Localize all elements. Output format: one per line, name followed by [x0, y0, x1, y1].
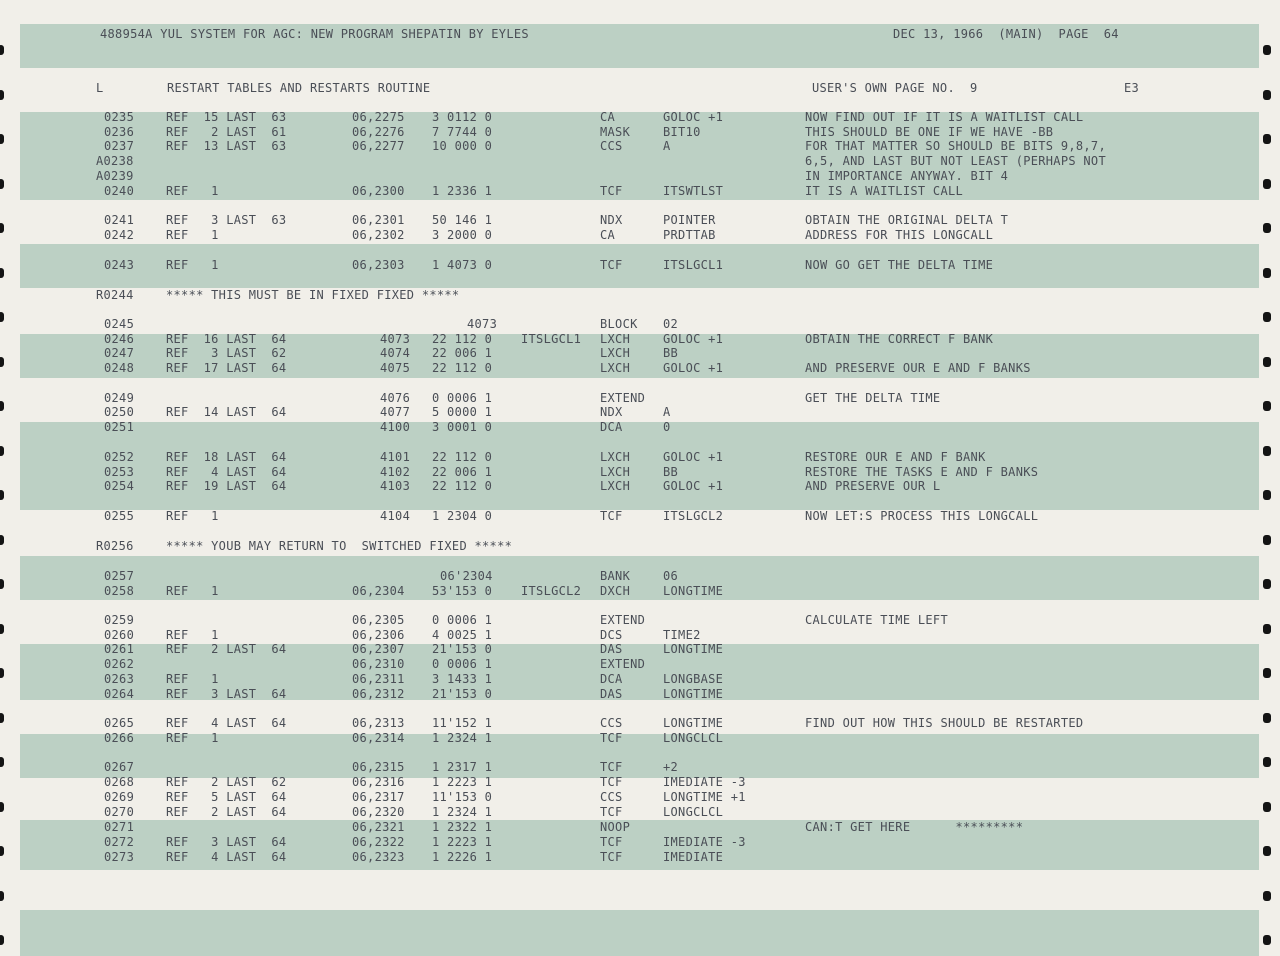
feed-hole: [1263, 268, 1271, 278]
word-field: 3 1433 1: [432, 672, 493, 686]
comment-field: OBTAIN THE CORRECT F BANK: [805, 332, 994, 346]
feed-hole: [0, 45, 4, 55]
line-number: 0251: [104, 420, 135, 434]
address-field: 06,2304: [352, 584, 405, 598]
opcode-field: NDX: [600, 213, 623, 227]
address-field: 06,2316: [352, 775, 405, 789]
opcode-field: DXCH: [600, 584, 631, 598]
comment-field: NOW GO GET THE DELTA TIME: [805, 258, 994, 272]
line-number: 0263: [104, 672, 135, 686]
address-field: 06,2303: [352, 258, 405, 272]
opcode-field: LXCH: [600, 361, 631, 375]
line-number: 0235: [104, 110, 135, 124]
word-field: 1 2324 1: [432, 731, 493, 745]
operand-field: LONGTIME: [663, 687, 724, 701]
line-number: 0273: [104, 850, 135, 864]
ref-field: REF 2 LAST 64: [166, 642, 287, 656]
address-field: 06,2301: [352, 213, 405, 227]
line-number: 0253: [104, 465, 135, 479]
line-number: 0272: [104, 835, 135, 849]
comment-field: 6,5, AND LAST BUT NOT LEAST (PERHAPS NOT: [805, 154, 1106, 168]
opcode-field: NOOP: [600, 820, 631, 834]
word-field: 22 112 0: [432, 332, 493, 346]
opcode-field: CA: [600, 228, 616, 242]
address-field: 06,2302: [352, 228, 405, 242]
ref-field: REF 18 LAST 64: [166, 450, 287, 464]
word-field: 22 112 0: [432, 361, 493, 375]
ref-field: REF 4 LAST 64: [166, 465, 287, 479]
comment-field: CALCULATE TIME LEFT: [805, 613, 948, 627]
user-page-number: USER'S OWN PAGE NO. 9: [812, 81, 978, 95]
word-field: 21'153 0: [432, 687, 493, 701]
feed-hole: [0, 490, 4, 500]
operand-field: ITSLGCL1: [663, 258, 724, 272]
ref-field: REF 1: [166, 628, 219, 642]
comment-field: FIND OUT HOW THIS SHOULD BE RESTARTED: [805, 716, 1084, 730]
address-field: 06,2275: [352, 110, 405, 124]
address-field: 06,2315: [352, 760, 405, 774]
feed-hole: [1263, 446, 1271, 456]
operand-field: LONGTIME: [663, 584, 724, 598]
line-number: 0258: [104, 584, 135, 598]
feed-hole: [1263, 935, 1271, 945]
operand-field: IMEDIATE -3: [663, 835, 746, 849]
operand-field: LONGCLCL: [663, 731, 724, 745]
address-field: 4075: [380, 361, 411, 375]
opcode-field: DCS: [600, 628, 623, 642]
address-field: 06,2317: [352, 790, 405, 804]
word-field: 1 2226 1: [432, 850, 493, 864]
address-field: 06,2320: [352, 805, 405, 819]
operand-field: PRDTTAB: [663, 228, 716, 242]
operand-field: LONGTIME +1: [663, 790, 746, 804]
operand-field: POINTER: [663, 213, 716, 227]
ref-field: REF 16 LAST 64: [166, 332, 287, 346]
ref-field: REF 3 LAST 64: [166, 835, 287, 849]
word-field: 0 0006 1: [432, 613, 493, 627]
line-number: 0260: [104, 628, 135, 642]
line-number: 0252: [104, 450, 135, 464]
comment-field: RESTORE OUR E AND F BANK: [805, 450, 986, 464]
ref-field: REF 5 LAST 64: [166, 790, 287, 804]
line-number: 0247: [104, 346, 135, 360]
feed-hole: [1263, 757, 1271, 767]
line-number: 0259: [104, 613, 135, 627]
opcode-field: CCS: [600, 139, 623, 153]
ref-field: REF 19 LAST 64: [166, 479, 287, 493]
feed-hole: [0, 312, 4, 322]
feed-hole: [1263, 179, 1271, 189]
word-field: 3 2000 0: [432, 228, 493, 242]
opcode-field: LXCH: [600, 332, 631, 346]
line-number: 0236: [104, 125, 135, 139]
operand-field: GOLOC +1: [663, 450, 724, 464]
address-field: 4073: [380, 332, 411, 346]
address-field: 4100: [380, 420, 411, 434]
feed-hole: [0, 357, 4, 367]
word-field: 50 146 1: [432, 213, 493, 227]
operand-field: GOLOC +1: [663, 110, 724, 124]
operand-field: A: [663, 139, 671, 153]
ref-field: REF 3 LAST 62: [166, 346, 287, 360]
section-ref: E3: [1124, 81, 1140, 95]
word-field: 11'152 1: [432, 716, 493, 730]
word-field: 06'2304: [440, 569, 493, 583]
ref-field: REF 14 LAST 64: [166, 405, 287, 419]
ref-field: ***** THIS MUST BE IN FIXED FIXED *****: [166, 288, 460, 302]
operand-field: LONGTIME: [663, 716, 724, 730]
opcode-field: EXTEND: [600, 613, 646, 627]
opcode-field: MASK: [600, 125, 631, 139]
word-field: 22 006 1: [432, 465, 493, 479]
opcode-field: TCF: [600, 258, 623, 272]
line-number: R0244: [96, 288, 134, 302]
feed-hole: [0, 891, 4, 901]
feed-hole: [1263, 45, 1271, 55]
line-number: 0240: [104, 184, 135, 198]
feed-hole: [1263, 223, 1271, 233]
ref-field: REF 3 LAST 64: [166, 687, 287, 701]
word-field: 1 2317 1: [432, 760, 493, 774]
address-field: 4076: [380, 391, 411, 405]
line-number: 0241: [104, 213, 135, 227]
opcode-field: EXTEND: [600, 657, 646, 671]
ref-field: REF 2 LAST 61: [166, 125, 287, 139]
line-number: 0245: [104, 317, 135, 331]
operand-field: +2: [663, 760, 679, 774]
line-number: 0265: [104, 716, 135, 730]
operand-field: IMEDIATE -3: [663, 775, 746, 789]
line-number: 0266: [104, 731, 135, 745]
feed-hole: [1263, 624, 1271, 634]
word-field: 0 0006 1: [432, 657, 493, 671]
line-number: 0264: [104, 687, 135, 701]
ref-field: REF 1: [166, 672, 219, 686]
feed-hole: [0, 134, 4, 144]
header-title: 488954A YUL SYSTEM FOR AGC: NEW PROGRAM SHEPATIN BY EYLES: [100, 27, 529, 41]
feed-hole: [0, 713, 4, 723]
ref-field: REF 1: [166, 184, 219, 198]
comment-field: NOW LET:S PROCESS THIS LONGCALL: [805, 509, 1039, 523]
word-field: 10 000 0: [432, 139, 493, 153]
address-field: 06,2311: [352, 672, 405, 686]
word-field: 22 112 0: [432, 450, 493, 464]
operand-field: IMEDIATE: [663, 850, 724, 864]
feed-hole: [0, 401, 4, 411]
operand-field: ITSLGCL2: [663, 509, 724, 523]
ref-field: REF 4 LAST 64: [166, 850, 287, 864]
line-number: A0239: [96, 169, 134, 183]
operand-field: LONGTIME: [663, 642, 724, 656]
feed-hole: [1263, 90, 1271, 100]
line-number: 0255: [104, 509, 135, 523]
opcode-field: NDX: [600, 405, 623, 419]
address-field: 4101: [380, 450, 411, 464]
operand-field: 0: [663, 420, 671, 434]
operand-field: GOLOC +1: [663, 361, 724, 375]
opcode-field: TCF: [600, 731, 623, 745]
operand-field: 06: [663, 569, 679, 583]
word-field: 3 0001 0: [432, 420, 493, 434]
feed-hole: [1263, 357, 1271, 367]
opcode-field: TCF: [600, 184, 623, 198]
operand-field: BB: [663, 346, 679, 360]
line-number: 0261: [104, 642, 135, 656]
line-number: 0237: [104, 139, 135, 153]
green-bar: [20, 910, 1259, 956]
feed-hole: [0, 179, 4, 189]
feed-hole: [1263, 579, 1271, 589]
section-code: L: [96, 81, 104, 95]
opcode-field: TCF: [600, 850, 623, 864]
address-field: 06,2307: [352, 642, 405, 656]
feed-hole: [0, 223, 4, 233]
opcode-field: CCS: [600, 790, 623, 804]
operand-field: LONGBASE: [663, 672, 724, 686]
ref-field: REF 1: [166, 258, 219, 272]
word-field: 4073: [467, 317, 498, 331]
word-field: 21'153 0: [432, 642, 493, 656]
opcode-field: DAS: [600, 687, 623, 701]
line-number: 0262: [104, 657, 135, 671]
opcode-field: LXCH: [600, 450, 631, 464]
word-field: 5 0000 1: [432, 405, 493, 419]
feed-hole: [1263, 312, 1271, 322]
address-field: 06,2306: [352, 628, 405, 642]
feed-hole: [0, 579, 4, 589]
opcode-field: DCA: [600, 672, 623, 686]
address-field: 06,2321: [352, 820, 405, 834]
ref-field: REF 2 LAST 64: [166, 805, 287, 819]
ref-field: REF 1: [166, 731, 219, 745]
feed-hole: [0, 935, 4, 945]
operand-field: BB: [663, 465, 679, 479]
line-number: 0242: [104, 228, 135, 242]
comment-field: THIS SHOULD BE ONE IF WE HAVE -BB: [805, 125, 1054, 139]
opcode-field: BANK: [600, 569, 631, 583]
line-number: 0250: [104, 405, 135, 419]
operand-field: ITSWTLST: [663, 184, 724, 198]
operand-field: GOLOC +1: [663, 479, 724, 493]
operand-field: 02: [663, 317, 679, 331]
word-field: 1 2322 1: [432, 820, 493, 834]
word-field: 1 2336 1: [432, 184, 493, 198]
comment-field: IT IS A WAITLIST CALL: [805, 184, 964, 198]
opcode-field: DCA: [600, 420, 623, 434]
opcode-field: CA: [600, 110, 616, 124]
feed-hole: [1263, 802, 1271, 812]
opcode-field: TCF: [600, 835, 623, 849]
opcode-field: LXCH: [600, 479, 631, 493]
address-field: 06,2300: [352, 184, 405, 198]
comment-field: RESTORE THE TASKS E AND F BANKS: [805, 465, 1039, 479]
operand-field: GOLOC +1: [663, 332, 724, 346]
feed-hole: [0, 535, 4, 545]
word-field: 1 2223 1: [432, 835, 493, 849]
opcode-field: TCF: [600, 775, 623, 789]
line-number: 0269: [104, 790, 135, 804]
ref-field: REF 17 LAST 64: [166, 361, 287, 375]
opcode-field: TCF: [600, 760, 623, 774]
opcode-field: TCF: [600, 509, 623, 523]
opcode-field: LXCH: [600, 465, 631, 479]
feed-hole: [0, 757, 4, 767]
line-number: A0238: [96, 154, 134, 168]
address-field: 06,2277: [352, 139, 405, 153]
address-field: 06,2322: [352, 835, 405, 849]
opcode-field: EXTEND: [600, 391, 646, 405]
line-number: 0243: [104, 258, 135, 272]
feed-hole: [0, 268, 4, 278]
ref-field: REF 3 LAST 63: [166, 213, 287, 227]
line-number: 0270: [104, 805, 135, 819]
address-field: 06,2313: [352, 716, 405, 730]
feed-hole: [1263, 490, 1271, 500]
comment-field: IN IMPORTANCE ANYWAY. BIT 4: [805, 169, 1009, 183]
feed-hole: [1263, 846, 1271, 856]
ref-field: REF 2 LAST 62: [166, 775, 287, 789]
address-field: 4102: [380, 465, 411, 479]
ref-field: REF 1: [166, 228, 219, 242]
word-field: 1 4073 0: [432, 258, 493, 272]
line-number: R0256: [96, 539, 134, 553]
address-field: 4104: [380, 509, 411, 523]
line-number: 0267: [104, 760, 135, 774]
comment-field: NOW FIND OUT IF IT IS A WAITLIST CALL: [805, 110, 1084, 124]
ref-field: REF 13 LAST 63: [166, 139, 287, 153]
feed-hole: [1263, 713, 1271, 723]
line-number: 0246: [104, 332, 135, 346]
address-field: 06,2310: [352, 657, 405, 671]
address-field: 4103: [380, 479, 411, 493]
address-field: 4074: [380, 346, 411, 360]
line-number: 0254: [104, 479, 135, 493]
word-field: 22 006 1: [432, 346, 493, 360]
address-field: 06,2312: [352, 687, 405, 701]
label-field: ITSLGCL2: [521, 584, 582, 598]
address-field: 06,2276: [352, 125, 405, 139]
feed-hole: [0, 668, 4, 678]
line-number: 0249: [104, 391, 135, 405]
opcode-field: LXCH: [600, 346, 631, 360]
comment-field: GET THE DELTA TIME: [805, 391, 941, 405]
word-field: 22 112 0: [432, 479, 493, 493]
word-field: 3 0112 0: [432, 110, 493, 124]
word-field: 4 0025 1: [432, 628, 493, 642]
operand-field: BIT10: [663, 125, 701, 139]
feed-hole: [1263, 401, 1271, 411]
feed-hole: [0, 90, 4, 100]
word-field: 7 7744 0: [432, 125, 493, 139]
word-field: 0 0006 1: [432, 391, 493, 405]
line-number: 0271: [104, 820, 135, 834]
ref-field: REF 15 LAST 63: [166, 110, 287, 124]
comment-field: AND PRESERVE OUR E AND F BANKS: [805, 361, 1031, 375]
word-field: 11'153 0: [432, 790, 493, 804]
section-title: RESTART TABLES AND RESTARTS ROUTINE: [167, 81, 431, 95]
comment-field: CAN:T GET HERE *********: [805, 820, 1024, 834]
line-number: 0257: [104, 569, 135, 583]
ref-field: REF 1: [166, 509, 219, 523]
ref-field: ***** YOUB MAY RETURN TO SWITCHED FIXED *****: [166, 539, 513, 553]
operand-field: TIME2: [663, 628, 701, 642]
operand-field: A: [663, 405, 671, 419]
opcode-field: DAS: [600, 642, 623, 656]
opcode-field: TCF: [600, 805, 623, 819]
comment-field: FOR THAT MATTER SO SHOULD BE BITS 9,8,7,: [805, 139, 1106, 153]
label-field: ITSLGCL1: [521, 332, 582, 346]
opcode-field: CCS: [600, 716, 623, 730]
feed-hole: [0, 624, 4, 634]
line-number: 0248: [104, 361, 135, 375]
feed-hole: [1263, 535, 1271, 545]
feed-hole: [1263, 891, 1271, 901]
line-number: 0268: [104, 775, 135, 789]
word-field: 53'153 0: [432, 584, 493, 598]
header-date-page: DEC 13, 1966 (MAIN) PAGE 64: [893, 27, 1119, 41]
address-field: 4077: [380, 405, 411, 419]
feed-hole: [1263, 668, 1271, 678]
operand-field: LONGCLCL: [663, 805, 724, 819]
address-field: 06,2323: [352, 850, 405, 864]
ref-field: REF 4 LAST 64: [166, 716, 287, 730]
comment-field: AND PRESERVE OUR L: [805, 479, 941, 493]
feed-hole: [1263, 134, 1271, 144]
feed-hole: [0, 802, 4, 812]
opcode-field: BLOCK: [600, 317, 638, 331]
feed-hole: [0, 446, 4, 456]
feed-hole: [0, 846, 4, 856]
word-field: 1 2304 0: [432, 509, 493, 523]
ref-field: REF 1: [166, 584, 219, 598]
word-field: 1 2324 1: [432, 805, 493, 819]
comment-field: OBTAIN THE ORIGINAL DELTA T: [805, 213, 1009, 227]
comment-field: ADDRESS FOR THIS LONGCALL: [805, 228, 994, 242]
address-field: 06,2305: [352, 613, 405, 627]
address-field: 06,2314: [352, 731, 405, 745]
word-field: 1 2223 1: [432, 775, 493, 789]
